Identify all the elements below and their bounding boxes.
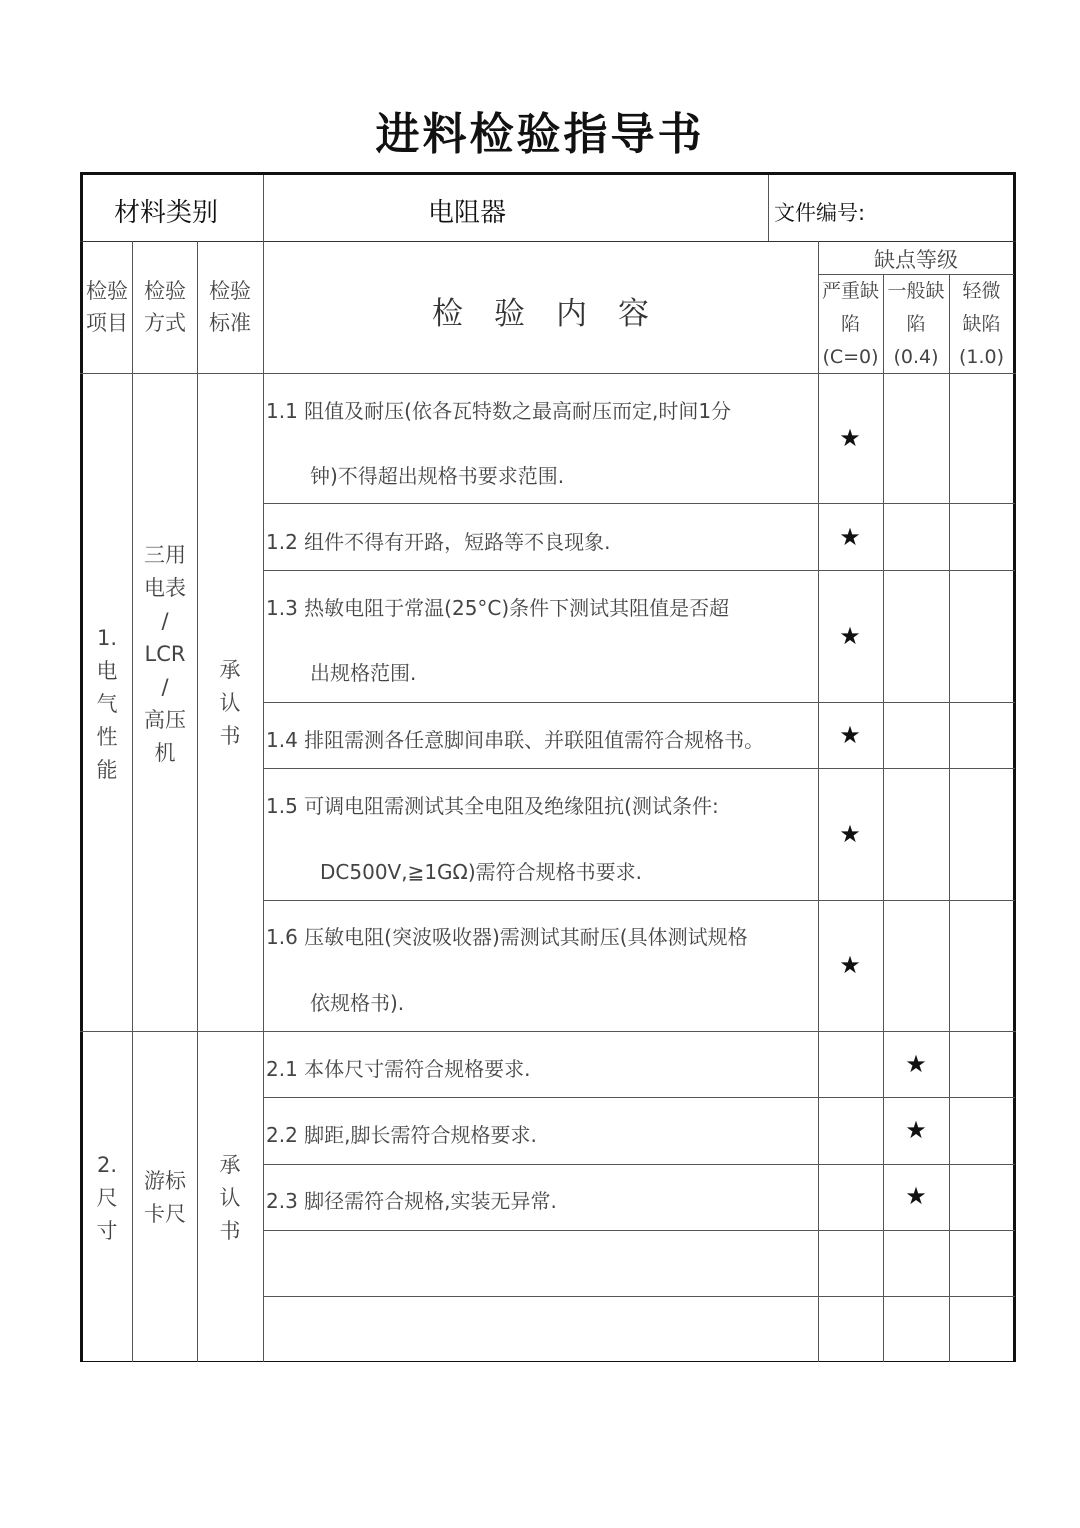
row-divider xyxy=(263,900,1015,901)
vertical-char: 高压 xyxy=(144,708,186,732)
column-header-line: 检验 xyxy=(86,279,128,303)
row-divider xyxy=(263,1164,1015,1165)
vertical-char: 认 xyxy=(219,691,241,715)
column-divider xyxy=(949,274,950,1362)
critical-star-mark: ★ xyxy=(839,424,861,452)
vertical-char: LCR xyxy=(144,642,186,666)
grade-line: 陷 xyxy=(906,313,926,335)
column-divider xyxy=(197,241,198,1362)
column-header-line: 项目 xyxy=(86,311,128,335)
major-star-mark: ★ xyxy=(905,1116,927,1144)
row-divider xyxy=(263,503,1015,504)
column-header-method xyxy=(140,275,190,339)
vertical-char: 能 xyxy=(96,758,118,782)
critical-star-mark: ★ xyxy=(839,622,861,650)
vertical-char: 性 xyxy=(96,725,118,749)
critical-star-mark: ★ xyxy=(839,951,861,979)
vertical-char: 寸 xyxy=(96,1219,118,1243)
row-divider xyxy=(80,1031,1016,1032)
row-divider xyxy=(263,1097,1015,1098)
vertical-char: 承 xyxy=(219,1153,241,1177)
document-title: 进料检验指导书 xyxy=(375,109,705,160)
column-header-content: 检 验 内 容 xyxy=(432,296,649,332)
vertical-char: 卡尺 xyxy=(144,1202,186,1226)
column-divider xyxy=(818,241,819,1362)
column-header-line: 检验 xyxy=(144,279,186,303)
column-header-standard xyxy=(205,275,255,339)
inspection-row-1-6-line-1: 1.6 压敏电阻(突波吸收器)需测试其耐压(具体测试规格 xyxy=(266,925,748,949)
row-divider xyxy=(263,702,1015,703)
grade-line: 陷 xyxy=(840,313,860,335)
grade-line: (1.0) xyxy=(958,346,1005,368)
row-divider xyxy=(263,1296,1015,1297)
column-divider xyxy=(768,175,769,241)
major-star-mark: ★ xyxy=(905,1050,927,1078)
vertical-char: 1. xyxy=(96,626,118,650)
inspection-row-1-5-line-2: DC500V,≧1GΩ)需符合规格书要求. xyxy=(320,860,643,884)
grade-line: 缺陷 xyxy=(962,313,1001,335)
column-header-major xyxy=(883,275,949,374)
column-header-line: 检验 xyxy=(209,279,251,303)
grade-line: 一般缺 xyxy=(887,280,945,302)
row-divider xyxy=(263,768,1015,769)
vertical-char: 承 xyxy=(219,658,241,682)
vertical-char: 机 xyxy=(154,741,176,765)
row-divider xyxy=(263,570,1015,571)
vertical-char: 书 xyxy=(219,1219,241,1243)
inspection-row-1-6-line-2: 依规格书). xyxy=(310,991,405,1015)
row-divider xyxy=(263,1230,1015,1231)
critical-star-mark: ★ xyxy=(839,721,861,749)
column-divider xyxy=(132,241,133,1362)
inspection-row-1-1-line-2: 钟)不得超出规格书要求范围. xyxy=(310,464,565,488)
inspection-row-2-1: 2.1 本体尺寸需符合规格要求. xyxy=(266,1057,531,1081)
section-2-item xyxy=(84,1149,130,1248)
inspection-row-2-2: 2.2 脚距,脚长需符合规格要求. xyxy=(266,1123,537,1147)
row-divider xyxy=(80,241,1016,242)
grade-line: 严重缺 xyxy=(821,280,879,302)
column-header-defect-grade: 缺点等级 xyxy=(874,248,958,272)
inspection-row-2-3: 2.3 脚径需符合规格,实装无异常. xyxy=(266,1189,557,1213)
grade-line: 轻微 xyxy=(962,280,1001,302)
column-header-item xyxy=(84,275,130,339)
column-divider xyxy=(263,175,264,1362)
inspection-row-1-3-line-1: 1.3 热敏电阻于常温(25°C)条件下测试其阻值是否超 xyxy=(266,596,730,620)
inspection-row-1-3-line-2: 出规格范围. xyxy=(310,661,417,685)
inspection-row-1-2: 1.2 组件不得有开路，短路等不良现象. xyxy=(266,530,611,554)
grade-line: (C=0) xyxy=(822,346,879,368)
critical-star-mark: ★ xyxy=(839,820,861,848)
section-1-method xyxy=(134,539,196,770)
inspection-row-1-4: 1.4 排阻需测各任意脚间串联、并联阻值需符合规格书。 xyxy=(266,728,765,752)
vertical-char: / xyxy=(161,675,169,699)
vertical-char: / xyxy=(161,609,169,633)
column-header-minor xyxy=(949,275,1014,374)
vertical-char: 气 xyxy=(96,692,118,716)
column-header-line: 方式 xyxy=(144,311,186,335)
section-1-standard xyxy=(199,654,261,753)
column-header-critical xyxy=(818,275,883,374)
section-2-standard xyxy=(199,1149,261,1248)
section-2-method xyxy=(134,1165,196,1231)
critical-star-mark: ★ xyxy=(839,523,861,551)
column-header-line: 标准 xyxy=(209,311,251,335)
vertical-char: 电 xyxy=(96,659,118,683)
vertical-char: 电表 xyxy=(144,576,186,600)
vertical-char: 书 xyxy=(219,724,241,748)
vertical-char: 游标 xyxy=(144,1169,186,1193)
vertical-char: 三用 xyxy=(144,543,186,567)
category-value: 电阻器 xyxy=(428,198,507,228)
category-label: 材料类别 xyxy=(114,198,219,228)
grade-line: (0.4) xyxy=(893,346,939,368)
inspection-row-1-1-line-1: 1.1 阻值及耐压(依各瓦特数之最高耐压而定,时间1分 xyxy=(266,399,732,423)
vertical-char: 认 xyxy=(219,1186,241,1210)
document-number-label: 文件编号: xyxy=(774,201,866,225)
section-1-item xyxy=(84,622,130,787)
inspection-row-1-5-line-1: 1.5 可调电阻需测试其全电阻及绝缘阻抗(测试条件: xyxy=(266,794,719,818)
major-star-mark: ★ xyxy=(905,1182,927,1210)
vertical-char: 尺 xyxy=(96,1186,118,1210)
vertical-char: 2. xyxy=(96,1153,118,1177)
